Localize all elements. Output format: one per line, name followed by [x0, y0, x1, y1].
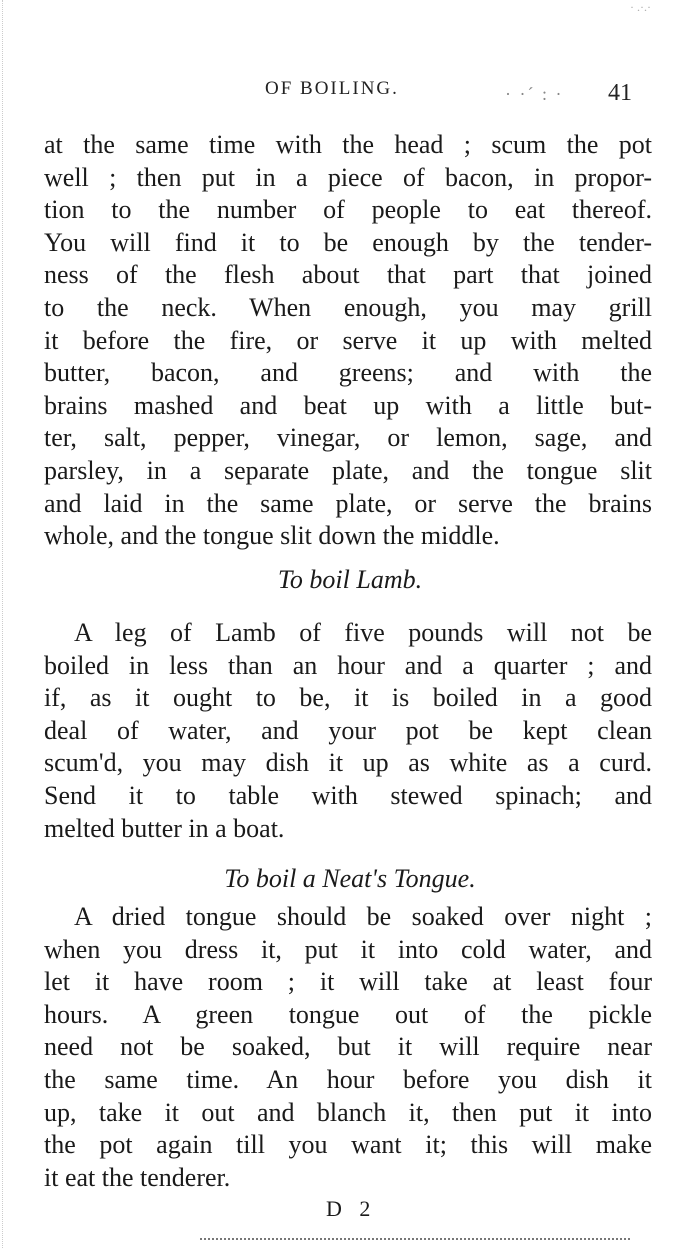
text-line: A leg of Lamb of five pounds will not be	[74, 618, 652, 647]
text-line: it eat the tenderer.	[44, 1162, 231, 1192]
text-line: well ; then put in a piece of bacon, in propor-	[44, 162, 652, 192]
text-line: at the same time with the head ; scum the pot	[44, 130, 652, 159]
text-line: the pot again till you want it; this will make	[44, 1130, 652, 1160]
page-edge-shadow	[2, 0, 3, 1248]
text-line: parsley, in a separate plate, and the tongue slit	[44, 455, 652, 485]
text-line: brains mashed and beat up with a little but-	[44, 390, 652, 420]
text-line: whole, and the tongue slit down the middle.	[44, 521, 500, 551]
text-line: to the neck. When enough, you may grill	[44, 292, 652, 322]
signature-mark: D 2	[326, 1196, 377, 1221]
text-line: boiled in less than an hour and a quarter ; and	[44, 650, 652, 680]
bottom-rule	[200, 1238, 630, 1240]
paragraph-boil-neats-tongue	[44, 901, 652, 1194]
text-line: scum'd, you may dish it up as white as a curd.	[44, 748, 652, 778]
text-line: melted butter in a boat.	[44, 813, 285, 843]
running-head: OF BOILING.	[265, 78, 399, 99]
text-line: when you dress it, put it into cold water, and	[44, 934, 652, 964]
paragraph-continuation	[44, 129, 652, 553]
text-line: it before the fire, or serve it up with melted	[44, 325, 652, 355]
text-line: if, as it ought to be, it is boiled in a good	[44, 683, 652, 713]
text-line: the same time. An hour before you dish it	[44, 1064, 652, 1094]
ink-smudge: · ·´ : ·	[505, 84, 564, 104]
text-line: hours. A green tongue out of the pickle	[44, 999, 652, 1029]
text-line: You will find it to be enough by the tender-	[44, 227, 652, 257]
text-line: need not be soaked, but it will require near	[44, 1032, 652, 1062]
text-line: ter, salt, pepper, vinegar, or lemon, sage, and	[44, 423, 652, 453]
text-line: up, take it out and blanch it, then put it into	[44, 1097, 652, 1127]
text-line: A dried tongue should be soaked over night ;	[74, 902, 652, 931]
text-line: Send it to table with stewed spinach; and	[44, 780, 652, 810]
text-line: deal of water, and your pot be kept clean	[44, 715, 652, 745]
text-line: butter, bacon, and greens; and with the	[44, 358, 652, 388]
paragraph-boil-lamb	[44, 617, 652, 845]
text-line: ness of the flesh about that part that joined	[44, 260, 652, 290]
corner-smudge: · .·.·	[630, 0, 651, 14]
page-number: 41	[608, 80, 632, 106]
text-line: and laid in the same plate, or serve the brains	[44, 488, 652, 518]
text-line: let it have room ; it will take at least four	[44, 967, 652, 997]
heading-boil-lamb: To boil Lamb.	[277, 565, 423, 594]
heading-boil-neats-tongue: To boil a Neat's Tongue.	[224, 864, 476, 893]
text-line: tion to the number of people to eat thereof.	[44, 195, 652, 225]
